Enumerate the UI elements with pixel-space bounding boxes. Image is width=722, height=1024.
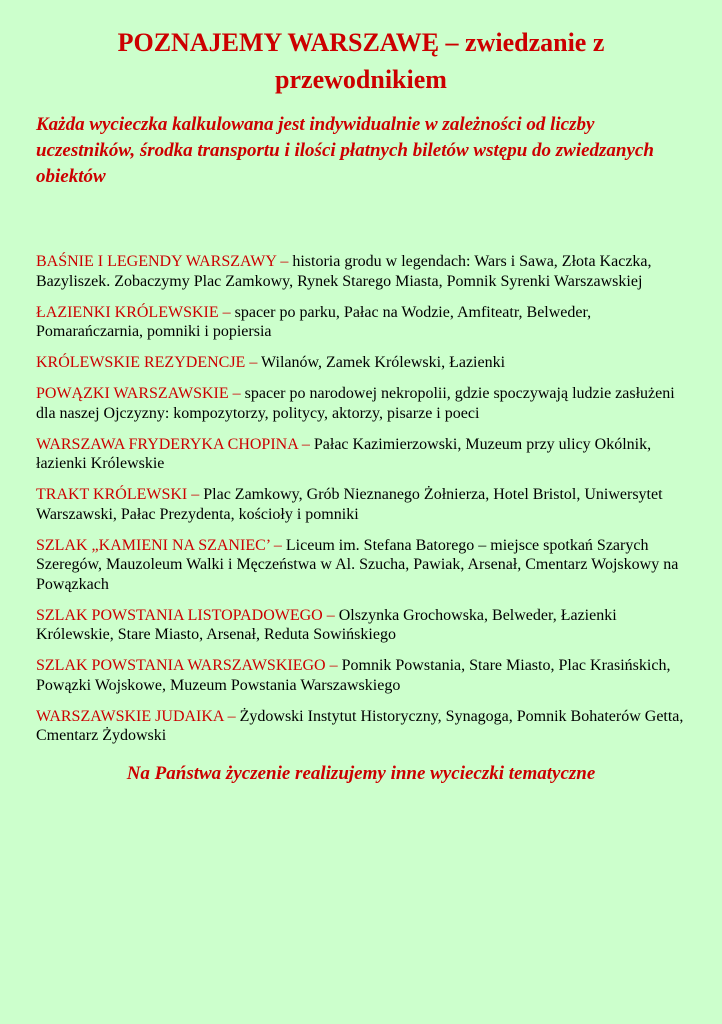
tour-separator: – xyxy=(322,606,339,624)
tour-separator: – xyxy=(325,657,342,674)
tour-description: spacer po parku, Pałac na Wodzie, Amfiteatr, Belweder, Pomarańczarnia, pomniki i popiersia xyxy=(36,303,592,340)
tour-separator: – xyxy=(223,707,240,725)
tour-item xyxy=(36,435,686,474)
tour-item xyxy=(36,536,686,595)
tour-description: Wilanów, Zamek Królewski, Łazienki xyxy=(261,354,506,371)
tour-separator: – xyxy=(297,435,314,453)
tour-name: WARSZAWA FRYDERYKA CHOPINA xyxy=(36,435,298,453)
tour-description: Plac Zamkowy, Grób Nieznanego Żołnierza, Hotel Bristol, Uniwersytet Warszawski, Pałac Prezydenta, kościoły i pomniki xyxy=(36,486,663,523)
tour-description: spacer po narodowej nekropolii, gdzie spoczywają ludzie zasłużeni dla naszej Ojczyzny: kompozytorzy, politycy, aktorzy, pisarze i poeci xyxy=(36,385,675,422)
tour-description: Liceum im. Stefana Batorego – miejsce spotkań Szarych Szeregów, Mauzoleum Walki i Męczeństwa w Al. Szucha, Pawiak, Arsenał, Cmentarz Wojskowy na Powązkach xyxy=(36,536,679,593)
tour-item xyxy=(36,485,686,524)
document-page xyxy=(36,24,686,806)
tour-name: BAŚNIE I LEGENDY WARSZAWY xyxy=(36,253,277,270)
tour-item xyxy=(36,384,686,423)
closing-note: Na Państwa życzenie realizujemy inne wycieczki tematyczne xyxy=(126,762,596,784)
tour-name: ŁAZIENKI KRÓLEWSKIE xyxy=(36,303,219,321)
tour-name: SZLAK POWSTANIA WARSZAWSKIEGO xyxy=(36,657,326,674)
tour-separator: – xyxy=(218,303,235,321)
tour-separator: – xyxy=(245,354,262,371)
tour-separator: – xyxy=(228,385,245,402)
tour-description: Olszynka Grochowska, Belweder, Łazienki Królewskie, Stare Miasto, Arsenał, Reduta Sowińskiego xyxy=(36,606,617,643)
tour-name: TRAKT KRÓLEWSKI xyxy=(36,486,188,503)
tour-item xyxy=(36,707,686,746)
page-title: POZNAJEMY WARSZAWĘ – zwiedzanie z przewodnikiem xyxy=(117,28,605,94)
tour-item xyxy=(36,606,686,645)
tour-name: SZLAK POWSTANIA LISTOPADOWEGO xyxy=(36,606,323,624)
tour-description: Żydowski Instytut Historyczny, Synagoga, Pomnik Bohaterów Getta, Cmentarz Żydowski xyxy=(36,707,684,744)
pricing-note: Każda wycieczka kalkulowana jest indywidualnie w zależności od liczby uczestników, środka transportu i ilości płatnych biletów wstępu do zwiedzanych obiektów xyxy=(36,114,654,187)
tour-description: Pałac Kazimierzowski, Muzeum przy ulicy Okólnik, łazienki Królewskie xyxy=(36,435,652,472)
tour-separator: – xyxy=(269,536,286,554)
tour-name: WARSZAWSKIE JUDAIKA xyxy=(36,707,224,725)
tour-name: KRÓLEWSKIE REZYDENCJE xyxy=(36,354,246,371)
tour-name: POWĄZKI WARSZAWSKIE xyxy=(36,385,229,402)
tour-separator: – xyxy=(187,486,204,503)
tour-description: historia grodu w legendach: Wars i Sawa, Złota Kaczka, Bazyliszek. Zobaczymy Plac Zamkowy, Rynek Starego Miasta, Pomnik Syrenki Warszawskiej xyxy=(36,253,652,290)
tour-item xyxy=(36,353,686,373)
tour-item xyxy=(36,656,686,695)
tour-name: SZLAK „KAMIENI NA SZANIEC’ xyxy=(36,536,270,554)
tour-item xyxy=(36,252,686,291)
tour-separator: – xyxy=(276,253,293,270)
tour-list xyxy=(36,252,686,746)
tour-description: Pomnik Powstania, Stare Miasto, Plac Krasińskich, Powązki Wojskowe, Muzeum Powstania Warszawskiego xyxy=(36,657,671,694)
tour-item xyxy=(36,303,686,342)
